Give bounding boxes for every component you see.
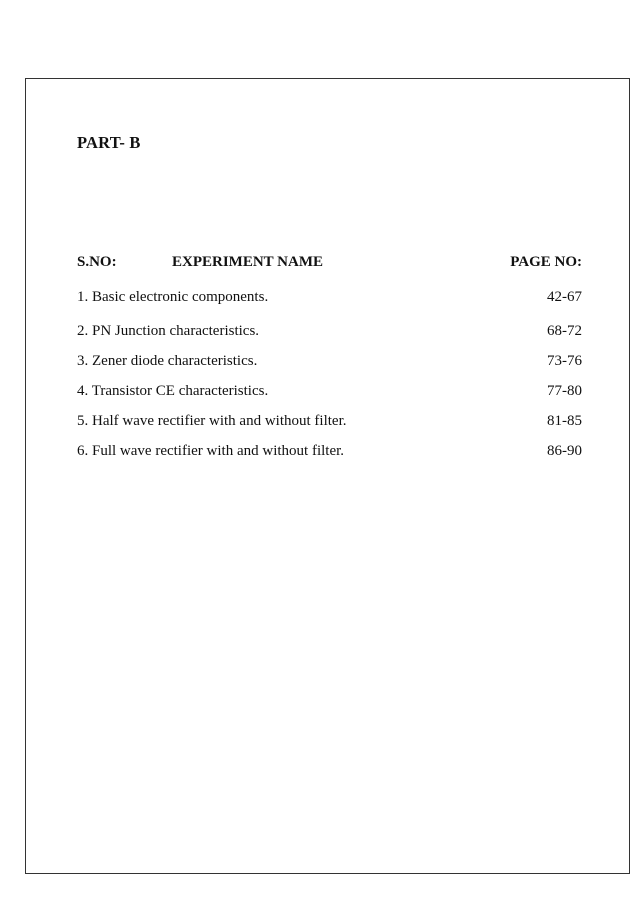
- table-row: [77, 323, 582, 353]
- table-row: [77, 413, 582, 443]
- experiment-page: 73-76: [547, 353, 582, 369]
- table-row: [77, 443, 582, 473]
- experiment-list: [77, 289, 582, 473]
- page-frame: [25, 78, 630, 874]
- experiment-page: 68-72: [547, 323, 582, 339]
- table-row: [77, 353, 582, 383]
- table-row: [77, 383, 582, 413]
- experiment-name: 4. Transistor CE characteristics.: [77, 383, 269, 399]
- experiment-name: 3. Zener diode characteristics.: [77, 353, 258, 369]
- header-experiment-name: EXPERIMENT NAME: [172, 254, 323, 270]
- experiment-name: 6. Full wave rectifier with and without filter.: [77, 443, 345, 459]
- experiment-name: 2. PN Junction characteristics.: [77, 323, 260, 339]
- header-page-no: PAGE NO:: [510, 254, 582, 270]
- part-title: PART- B: [77, 133, 141, 152]
- experiment-page: 86-90: [547, 443, 582, 459]
- experiment-page: 42-67: [547, 289, 582, 305]
- header-sno: S.NO:: [77, 254, 117, 270]
- experiment-name: 1. Basic electronic components.: [77, 289, 269, 305]
- experiment-page: 77-80: [547, 383, 582, 399]
- table-header: [77, 254, 582, 274]
- experiment-name: 5. Half wave rectifier with and without filter.: [77, 413, 347, 429]
- table-row: [77, 289, 582, 323]
- experiment-page: 81-85: [547, 413, 582, 429]
